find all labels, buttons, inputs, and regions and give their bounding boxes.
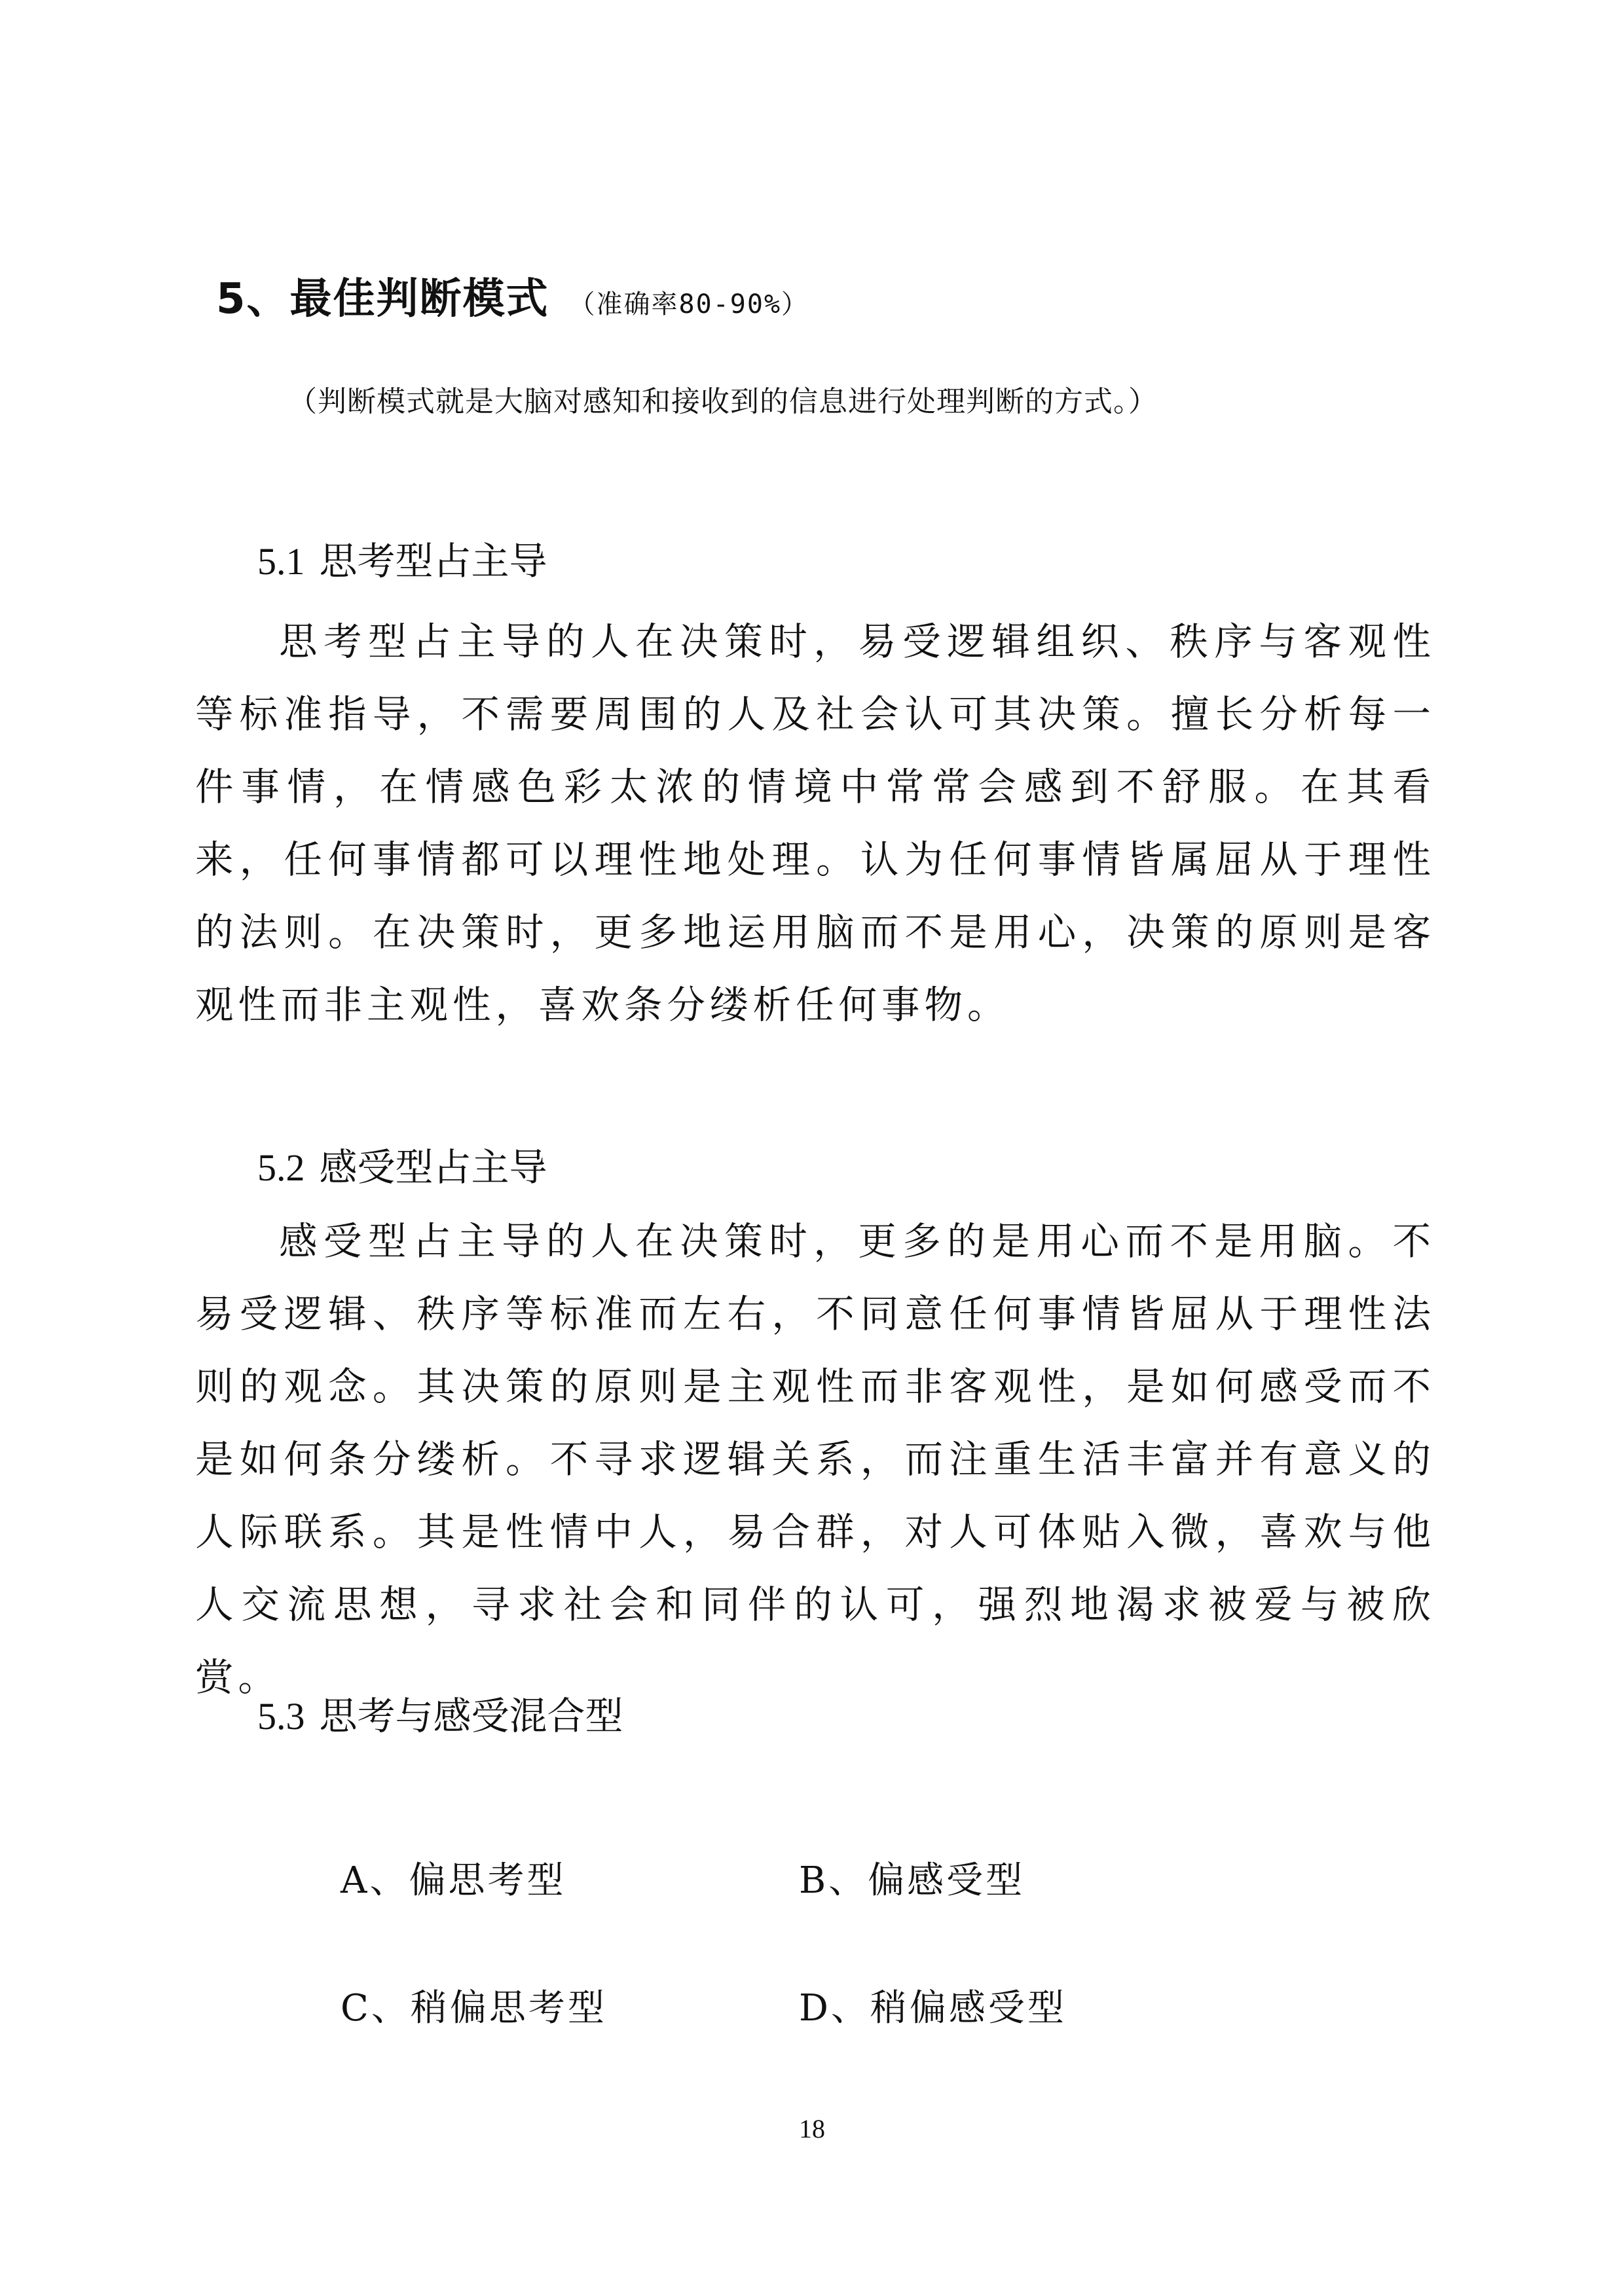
section-body-feeling: 感受型占主导的人在决策时，更多的是用心而不是用脑。不易受逻辑、秩序等标准而左右，不同意任何事情皆屈从于理性法则的观念。其决策的原则是主观性而非客观性，是如何感受而不是如何条分缕析。不寻求逻辑关系，而注重生活丰富并有意义的人际联系。其是性情中人，易合群，对人可体贴入微，喜欢与他人交流思想，寻求社会和同伴的认可，强烈地渴求被爱与被欣赏。 xyxy=(195,1219,1435,1700)
heading-accuracy: （准确率80-90%） xyxy=(568,289,809,319)
section-number: 5.1 xyxy=(257,540,305,583)
option-a: A、偏思考型 xyxy=(341,1859,566,1902)
heading-note: （判断模式就是大脑对感知和接收到的信息进行处理判断的方式。） xyxy=(288,385,1158,418)
option-d: D、稍偏感受型 xyxy=(799,1986,1067,2030)
section-title-text: 感受型占主导 xyxy=(319,1145,547,1190)
section-title-mixed xyxy=(257,1685,623,1740)
section-number: 5.3 xyxy=(257,1695,305,1738)
section-title-thinking xyxy=(257,530,547,585)
option-c: C、稍偏思考型 xyxy=(341,1986,607,2030)
section-title-text: 思考与感受混合型 xyxy=(319,1694,623,1738)
section-title-feeling xyxy=(257,1137,547,1192)
mixed-type-options xyxy=(341,1813,1257,2069)
section-title-text: 思考型占主导 xyxy=(319,539,547,583)
section-body-thinking: 思考型占主导的人在决策时，易受逻辑组织、秩序与客观性等标准指导，不需要周围的人及社会认可其决策。擅长分析每一件事情，在情感色彩太浓的情境中常常会感到不舒服。在其看来，任何事情都可以理性地处理。认为任何事情皆属屈从于理性的法则。在决策时，更多地运用脑而不是用心，决策的原则是客观性而非主观性，喜欢条分缕析任何事物。 xyxy=(195,619,1435,1027)
section-number: 5.2 xyxy=(257,1146,305,1189)
main-heading xyxy=(216,265,809,325)
heading-title: 5、最佳判断模式 xyxy=(216,275,549,323)
page-number: 18 xyxy=(799,2114,825,2143)
option-b: B、偏感受型 xyxy=(799,1859,1025,1902)
option-row xyxy=(341,1813,1257,1941)
option-row xyxy=(341,1941,1257,2069)
